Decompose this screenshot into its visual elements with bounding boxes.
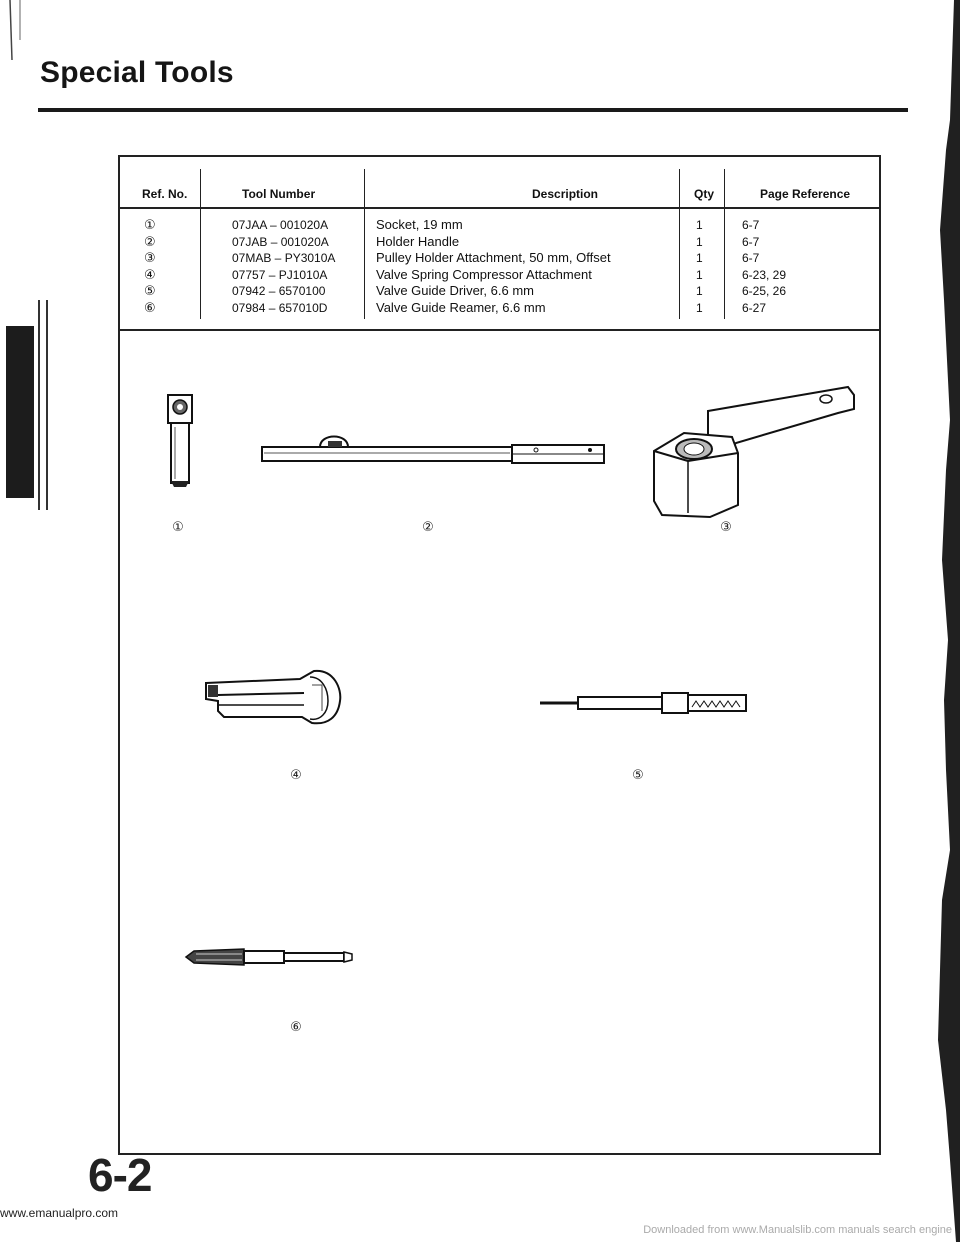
figure-label-3: ③: [720, 519, 732, 534]
special-tools-panel: [118, 155, 881, 1155]
header-ref-no: Ref. No.: [142, 187, 188, 201]
section-tab-lines: [38, 300, 48, 510]
header-qty: Qty: [694, 187, 715, 201]
table-row: ⑥: [144, 299, 156, 315]
valve-guide-driver-icon: [538, 689, 750, 717]
table-row: 07757 – PJ1010A: [232, 267, 328, 282]
column-separator: [679, 169, 680, 207]
source-link[interactable]: www.emanualpro.com: [0, 1206, 119, 1220]
table-row: 6-27: [742, 300, 767, 315]
table-row: ③: [144, 250, 156, 265]
table-row: 1: [696, 234, 703, 249]
description-column: [376, 217, 611, 316]
corner-mark: [0, 0, 80, 110]
column-separator: [679, 209, 680, 319]
valve-guide-reamer-icon: [184, 945, 354, 969]
page-title: Special Tools: [40, 56, 234, 89]
socket-icon: [166, 393, 194, 489]
table-row: 07984 – 657010D: [232, 300, 328, 315]
table-row: 1: [696, 300, 703, 315]
tool-number-column: [232, 217, 335, 316]
figure-label-1: ①: [172, 519, 184, 534]
page-edge-shadow: [920, 0, 960, 1242]
ref-no-column: [144, 217, 156, 316]
page-reference-column: [742, 217, 786, 316]
qty-column: [696, 217, 703, 316]
table-row: ④: [144, 266, 156, 282]
table-row: 6-25, 26: [742, 284, 787, 298]
table-header: [120, 157, 879, 209]
table-row: 1: [696, 267, 703, 282]
table-row: 1: [696, 251, 703, 265]
table-row: Valve Guide Driver, 6.6 mm: [376, 283, 534, 298]
table-row: 1: [696, 284, 703, 298]
table-row: 6-23, 29: [742, 267, 787, 282]
table-row: ①: [144, 217, 156, 232]
table-row: 6-7: [742, 251, 760, 265]
column-separator: [200, 169, 201, 207]
column-separator: [364, 169, 365, 207]
table-row: 1: [696, 218, 703, 232]
valve-spring-compressor-attachment-icon: [204, 665, 344, 731]
table-row: ②: [144, 233, 156, 249]
table-row: 6-7: [742, 234, 760, 249]
download-watermark: Downloaded from www.Manualslib.com manuals search engine: [643, 1224, 952, 1236]
figure-label-5: ⑤: [632, 767, 644, 782]
table-row: 07MAB – PY3010A: [232, 251, 336, 265]
holder-handle-icon: [260, 429, 608, 479]
table-row: 6-7: [742, 218, 760, 232]
table-row: ⑤: [144, 283, 156, 298]
title-rule: [38, 108, 908, 112]
figure-label-2: ②: [422, 519, 434, 534]
header-description: Description: [532, 187, 599, 201]
table-row: Holder Handle: [376, 233, 460, 249]
table-row: 07JAB – 001020A: [232, 234, 329, 249]
column-separator: [364, 209, 365, 319]
pulley-holder-attachment-icon: [648, 383, 858, 519]
figure-label-4: ④: [290, 767, 302, 782]
column-separator: [200, 209, 201, 319]
header-tool-number: Tool Number: [242, 187, 316, 201]
page-number: 6-2: [88, 1149, 152, 1201]
header-page-reference: Page Reference: [760, 187, 851, 201]
table-row: Valve Spring Compressor Attachment: [376, 266, 592, 282]
column-separator: [724, 169, 725, 207]
figure-label-6: ⑥: [290, 1019, 302, 1034]
column-separator: [724, 209, 725, 319]
table-row: Pulley Holder Attachment, 50 mm, Offset: [376, 250, 611, 265]
table-body: [120, 209, 879, 331]
table-row: 07JAA – 001020A: [232, 218, 329, 232]
table-row: Valve Guide Reamer, 6.6 mm: [376, 299, 546, 315]
table-row: 07942 – 6570100: [232, 284, 326, 298]
section-tab-marker: [6, 326, 34, 498]
table-row: Socket, 19 mm: [376, 217, 463, 232]
